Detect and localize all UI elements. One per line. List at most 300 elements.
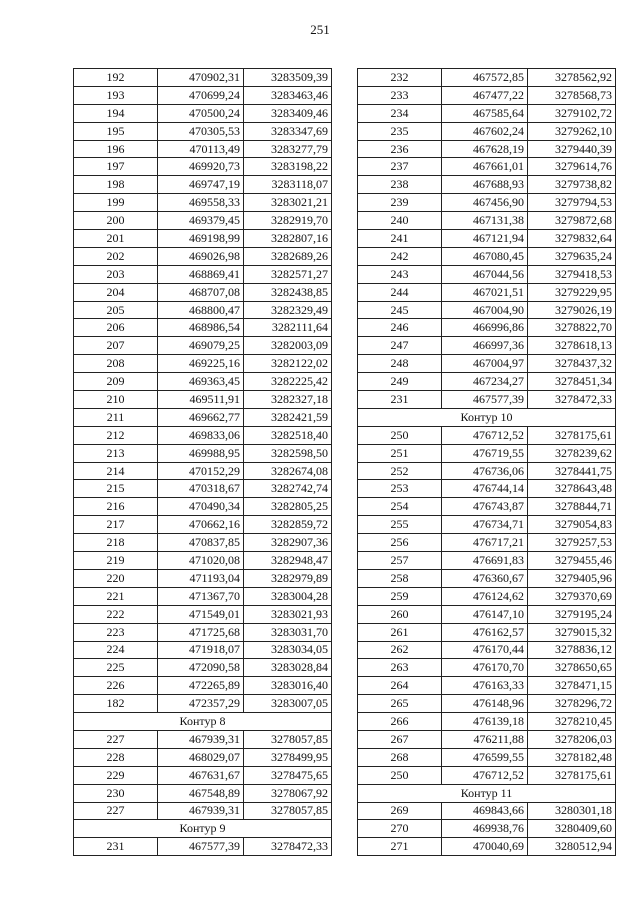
table-row (74, 587, 332, 605)
point-number: 219 (74, 552, 158, 570)
contour-header-row (74, 713, 332, 731)
contour-label: Контур 10 (358, 408, 616, 426)
coordinate-x: 476717,21 (442, 534, 528, 552)
point-number: 231 (74, 838, 158, 856)
table-row (74, 122, 332, 140)
coordinate-x: 467080,45 (442, 247, 528, 265)
point-number: 240 (358, 212, 442, 230)
coordinate-x: 468800,47 (158, 301, 244, 319)
point-number: 271 (358, 838, 442, 856)
coordinate-x: 476599,55 (442, 748, 528, 766)
coordinates-table-left (73, 68, 332, 856)
table-row (74, 194, 332, 212)
point-number: 222 (74, 605, 158, 623)
coordinate-y: 3282518,40 (244, 426, 332, 444)
point-number: 212 (74, 426, 158, 444)
coordinate-y: 3278239,62 (528, 444, 616, 462)
point-number: 239 (358, 194, 442, 212)
coordinate-y: 3279026,19 (528, 301, 616, 319)
table-row (358, 516, 616, 534)
table-row (358, 534, 616, 552)
table-row (358, 552, 616, 570)
coordinate-x: 467477,22 (442, 86, 528, 104)
coordinate-x: 470305,53 (158, 122, 244, 140)
coordinate-y: 3283509,39 (244, 69, 332, 87)
coordinate-y: 3282122,02 (244, 355, 332, 373)
coordinate-x: 468707,08 (158, 283, 244, 301)
coordinate-x: 476170,44 (442, 641, 528, 659)
coordinate-y: 3283031,70 (244, 623, 332, 641)
contour-label: Контур 8 (74, 713, 332, 731)
coordinate-x: 467577,39 (158, 838, 244, 856)
table-row (358, 695, 616, 713)
table-row (358, 659, 616, 677)
point-number: 242 (358, 247, 442, 265)
table-row (358, 480, 616, 498)
point-number: 217 (74, 516, 158, 534)
table-row (358, 766, 616, 784)
point-number: 205 (74, 301, 158, 319)
coordinate-x: 467628,19 (442, 140, 528, 158)
point-number: 268 (358, 748, 442, 766)
point-number: 232 (358, 69, 442, 87)
point-number: 243 (358, 265, 442, 283)
table-row (358, 391, 616, 409)
coordinate-y: 3278836,12 (528, 641, 616, 659)
coordinate-y: 3278210,45 (528, 713, 616, 731)
coordinate-y: 3282979,89 (244, 569, 332, 587)
coordinate-y: 3279418,53 (528, 265, 616, 283)
point-number: 209 (74, 373, 158, 391)
coordinate-y: 3278562,92 (528, 69, 616, 87)
coordinate-x: 470902,31 (158, 69, 244, 87)
contour-header-row (358, 784, 616, 802)
coordinate-x: 476139,18 (442, 713, 528, 731)
coordinate-y: 3278844,71 (528, 498, 616, 516)
table-row (358, 265, 616, 283)
coordinate-x: 468986,54 (158, 319, 244, 337)
coordinate-y: 3278472,33 (244, 838, 332, 856)
coordinate-x: 467602,24 (442, 122, 528, 140)
point-number: 225 (74, 659, 158, 677)
point-number: 206 (74, 319, 158, 337)
table-row (358, 104, 616, 122)
point-number: 248 (358, 355, 442, 373)
coordinate-y: 3283118,07 (244, 176, 332, 194)
coordinate-x: 469988,95 (158, 444, 244, 462)
point-number: 196 (74, 140, 158, 158)
coordinate-y: 3283347,69 (244, 122, 332, 140)
coordinate-x: 469920,73 (158, 158, 244, 176)
table-row (358, 677, 616, 695)
table-body-left (74, 69, 332, 856)
coordinate-x: 476147,10 (442, 605, 528, 623)
table-row (74, 516, 332, 534)
coordinate-x: 472090,58 (158, 659, 244, 677)
table-row (74, 766, 332, 784)
coordinate-y: 3278437,32 (528, 355, 616, 373)
coordinate-x: 471020,08 (158, 552, 244, 570)
coordinate-x: 469558,33 (158, 194, 244, 212)
table-row (74, 552, 332, 570)
coordinate-y: 3278650,65 (528, 659, 616, 677)
point-number: 266 (358, 713, 442, 731)
table-row (358, 838, 616, 856)
table-row (74, 176, 332, 194)
point-number: 229 (74, 766, 158, 784)
coordinate-y: 3278067,92 (244, 784, 332, 802)
contour-label: Контур 11 (358, 784, 616, 802)
table-row (358, 748, 616, 766)
table-row (74, 319, 332, 337)
coordinate-x: 467585,64 (442, 104, 528, 122)
point-number: 249 (358, 373, 442, 391)
coordinate-y: 3283034,05 (244, 641, 332, 659)
coordinate-y: 3282438,85 (244, 283, 332, 301)
table-row (74, 247, 332, 265)
table-row (74, 802, 332, 820)
table-row (358, 301, 616, 319)
coordinate-y: 3279738,82 (528, 176, 616, 194)
coordinate-y: 3283028,84 (244, 659, 332, 677)
table-row (358, 319, 616, 337)
coordinate-y: 3283463,46 (244, 86, 332, 104)
coordinate-x: 467004,90 (442, 301, 528, 319)
coordinate-x: 472265,89 (158, 677, 244, 695)
table-row (74, 748, 332, 766)
coordinate-x: 466996,86 (442, 319, 528, 337)
coordinate-y: 3278182,48 (528, 748, 616, 766)
table-body-right (358, 69, 616, 856)
coordinate-x: 470490,34 (158, 498, 244, 516)
point-number: 200 (74, 212, 158, 230)
coordinate-x: 469363,45 (158, 373, 244, 391)
coordinate-y: 3279635,24 (528, 247, 616, 265)
coordinate-x: 470699,24 (158, 86, 244, 104)
table-row (74, 677, 332, 695)
point-number: 221 (74, 587, 158, 605)
point-number: 251 (358, 444, 442, 462)
point-number: 214 (74, 462, 158, 480)
coordinate-y: 3282571,27 (244, 265, 332, 283)
coordinate-x: 476211,88 (442, 730, 528, 748)
coordinate-x: 476744,14 (442, 480, 528, 498)
coordinate-y: 3282689,26 (244, 247, 332, 265)
coordinate-x: 467456,90 (442, 194, 528, 212)
coordinate-x: 470113,49 (158, 140, 244, 158)
point-number: 210 (74, 391, 158, 409)
coordinate-x: 467688,93 (442, 176, 528, 194)
point-number: 260 (358, 605, 442, 623)
coordinate-y: 3279257,53 (528, 534, 616, 552)
coordinate-x: 476691,83 (442, 552, 528, 570)
coordinate-y: 3279455,46 (528, 552, 616, 570)
table-row (358, 122, 616, 140)
table-row (358, 140, 616, 158)
coordinate-x: 467577,39 (442, 391, 528, 409)
coordinate-x: 470500,24 (158, 104, 244, 122)
coordinate-y: 3279054,83 (528, 516, 616, 534)
table-row (358, 230, 616, 248)
coordinate-x: 476163,33 (442, 677, 528, 695)
point-number: 220 (74, 569, 158, 587)
point-number: 255 (358, 516, 442, 534)
coordinate-y: 3279195,24 (528, 605, 616, 623)
coordinate-x: 469026,98 (158, 247, 244, 265)
coordinate-x: 468869,41 (158, 265, 244, 283)
coordinate-x: 470837,85 (158, 534, 244, 552)
point-number: 198 (74, 176, 158, 194)
coordinate-x: 467939,31 (158, 802, 244, 820)
table-row (74, 301, 332, 319)
point-number: 208 (74, 355, 158, 373)
coordinate-y: 3278475,65 (244, 766, 332, 784)
coordinate-x: 467572,85 (442, 69, 528, 87)
table-row (358, 444, 616, 462)
coordinate-y: 3282742,74 (244, 480, 332, 498)
table-row (358, 713, 616, 731)
coordinate-y: 3283021,93 (244, 605, 332, 623)
coordinate-x: 467021,51 (442, 283, 528, 301)
point-number: 211 (74, 408, 158, 426)
contour-header-row (74, 820, 332, 838)
table-row (358, 820, 616, 838)
table-row (74, 104, 332, 122)
coordinate-x: 469225,16 (158, 355, 244, 373)
point-number: 216 (74, 498, 158, 516)
coordinate-y: 3278441,75 (528, 462, 616, 480)
coordinate-x: 476712,52 (442, 766, 528, 784)
table-row (74, 69, 332, 87)
table-row (358, 605, 616, 623)
point-number: 270 (358, 820, 442, 838)
table-row (74, 373, 332, 391)
table-row (74, 265, 332, 283)
point-number: 235 (358, 122, 442, 140)
point-number: 241 (358, 230, 442, 248)
table-row (74, 534, 332, 552)
coordinate-y: 3279102,72 (528, 104, 616, 122)
coordinate-y: 3279405,96 (528, 569, 616, 587)
table-row (74, 140, 332, 158)
table-row (74, 498, 332, 516)
table-row (74, 462, 332, 480)
point-number: 265 (358, 695, 442, 713)
coordinate-y: 3283409,46 (244, 104, 332, 122)
point-number: 199 (74, 194, 158, 212)
table-row (358, 426, 616, 444)
point-number: 234 (358, 104, 442, 122)
page-number: 251 (310, 22, 330, 37)
coordinate-y: 3280301,18 (528, 802, 616, 820)
coordinate-y: 3278451,34 (528, 373, 616, 391)
point-number: 246 (358, 319, 442, 337)
point-number: 231 (358, 391, 442, 409)
coordinate-x: 469843,66 (442, 802, 528, 820)
table-row (74, 355, 332, 373)
table-row (358, 194, 616, 212)
coordinate-x: 467631,67 (158, 766, 244, 784)
coordinate-x: 470318,67 (158, 480, 244, 498)
point-number: 194 (74, 104, 158, 122)
coordinate-x: 467661,01 (442, 158, 528, 176)
coordinate-x: 469198,99 (158, 230, 244, 248)
point-number: 204 (74, 283, 158, 301)
coordinate-x: 471193,04 (158, 569, 244, 587)
point-number: 213 (74, 444, 158, 462)
point-number: 215 (74, 480, 158, 498)
coordinate-x: 470662,16 (158, 516, 244, 534)
point-number: 193 (74, 86, 158, 104)
table-row (74, 784, 332, 802)
point-number: 223 (74, 623, 158, 641)
table-row (358, 641, 616, 659)
coordinate-y: 3282421,59 (244, 408, 332, 426)
table-row (358, 623, 616, 641)
table-row (74, 480, 332, 498)
coordinate-x: 468029,07 (158, 748, 244, 766)
coordinate-x: 476162,57 (442, 623, 528, 641)
coordinate-x: 467044,56 (442, 265, 528, 283)
table-row (74, 641, 332, 659)
table-row (358, 212, 616, 230)
table-row (74, 391, 332, 409)
point-number: 226 (74, 677, 158, 695)
point-number: 254 (358, 498, 442, 516)
coordinate-x: 469833,06 (158, 426, 244, 444)
table-row (74, 569, 332, 587)
point-number: 233 (358, 86, 442, 104)
table-row (358, 158, 616, 176)
coordinate-y: 3279229,95 (528, 283, 616, 301)
point-number: 227 (74, 730, 158, 748)
coordinate-x: 476124,62 (442, 587, 528, 605)
coordinate-x: 476360,67 (442, 569, 528, 587)
coordinate-x: 471549,01 (158, 605, 244, 623)
coordinate-y: 3282807,16 (244, 230, 332, 248)
coordinate-y: 3279440,39 (528, 140, 616, 158)
coordinate-y: 3278822,70 (528, 319, 616, 337)
coordinate-y: 3278618,13 (528, 337, 616, 355)
coordinate-y: 3283021,21 (244, 194, 332, 212)
table-row (74, 623, 332, 641)
point-number: 201 (74, 230, 158, 248)
coordinate-y: 3282919,70 (244, 212, 332, 230)
coordinate-y: 3279614,76 (528, 158, 616, 176)
table-row (358, 373, 616, 391)
point-number: 224 (74, 641, 158, 659)
table-row (74, 408, 332, 426)
table-row (74, 86, 332, 104)
coordinate-x: 467548,89 (158, 784, 244, 802)
table-row (74, 659, 332, 677)
coordinate-y: 3278175,61 (528, 426, 616, 444)
coordinate-y: 3282003,09 (244, 337, 332, 355)
point-number: 253 (358, 480, 442, 498)
table-row (358, 462, 616, 480)
coordinate-y: 3282598,50 (244, 444, 332, 462)
point-number: 182 (74, 695, 158, 713)
point-number: 256 (358, 534, 442, 552)
coordinate-y: 3279262,10 (528, 122, 616, 140)
table-row (74, 605, 332, 623)
coordinate-x: 476743,87 (442, 498, 528, 516)
contour-label: Контур 9 (74, 820, 332, 838)
point-number: 264 (358, 677, 442, 695)
point-number: 261 (358, 623, 442, 641)
coordinate-y: 3278175,61 (528, 766, 616, 784)
point-number: 218 (74, 534, 158, 552)
table-row (358, 176, 616, 194)
table-row (74, 838, 332, 856)
point-number: 259 (358, 587, 442, 605)
coordinate-y: 3278296,72 (528, 695, 616, 713)
point-number: 202 (74, 247, 158, 265)
table-row (74, 444, 332, 462)
coordinate-x: 470040,69 (442, 838, 528, 856)
point-number: 262 (358, 641, 442, 659)
coordinate-x: 467234,27 (442, 373, 528, 391)
coordinate-x: 467939,31 (158, 730, 244, 748)
coordinate-y: 3278471,15 (528, 677, 616, 695)
table-row (358, 283, 616, 301)
coordinate-y: 3282859,72 (244, 516, 332, 534)
coordinate-x: 471725,68 (158, 623, 244, 641)
coordinate-y: 3283007,05 (244, 695, 332, 713)
point-number: 238 (358, 176, 442, 194)
coordinate-x: 472357,29 (158, 695, 244, 713)
point-number: 257 (358, 552, 442, 570)
point-number: 247 (358, 337, 442, 355)
coordinates-table-right (357, 68, 616, 856)
table-row (358, 86, 616, 104)
table-row (74, 212, 332, 230)
table-row (74, 426, 332, 444)
coordinate-y: 3283004,28 (244, 587, 332, 605)
table-row (74, 695, 332, 713)
point-number: 267 (358, 730, 442, 748)
coordinate-y: 3280512,94 (528, 838, 616, 856)
coordinate-x: 469511,91 (158, 391, 244, 409)
coordinate-x: 469662,77 (158, 408, 244, 426)
table-row (74, 230, 332, 248)
coordinate-y: 3279370,69 (528, 587, 616, 605)
coordinate-x: 476736,06 (442, 462, 528, 480)
coordinate-y: 3279872,68 (528, 212, 616, 230)
coordinate-y: 3283016,40 (244, 677, 332, 695)
table-row (358, 247, 616, 265)
point-number: 197 (74, 158, 158, 176)
coordinate-x: 467131,38 (442, 212, 528, 230)
point-number: 263 (358, 659, 442, 677)
coordinate-x: 467004,97 (442, 355, 528, 373)
table-row (358, 498, 616, 516)
point-number: 269 (358, 802, 442, 820)
coordinate-x: 467121,94 (442, 230, 528, 248)
coordinate-x: 471918,07 (158, 641, 244, 659)
coordinate-x: 469079,25 (158, 337, 244, 355)
coordinate-y: 3280409,60 (528, 820, 616, 838)
coordinate-y: 3282225,42 (244, 373, 332, 391)
table-row (74, 158, 332, 176)
coordinate-y: 3282907,36 (244, 534, 332, 552)
point-number: 203 (74, 265, 158, 283)
coordinate-y: 3278472,33 (528, 391, 616, 409)
table-row (358, 730, 616, 748)
table-row (358, 587, 616, 605)
table-row (358, 337, 616, 355)
coordinate-x: 476148,96 (442, 695, 528, 713)
